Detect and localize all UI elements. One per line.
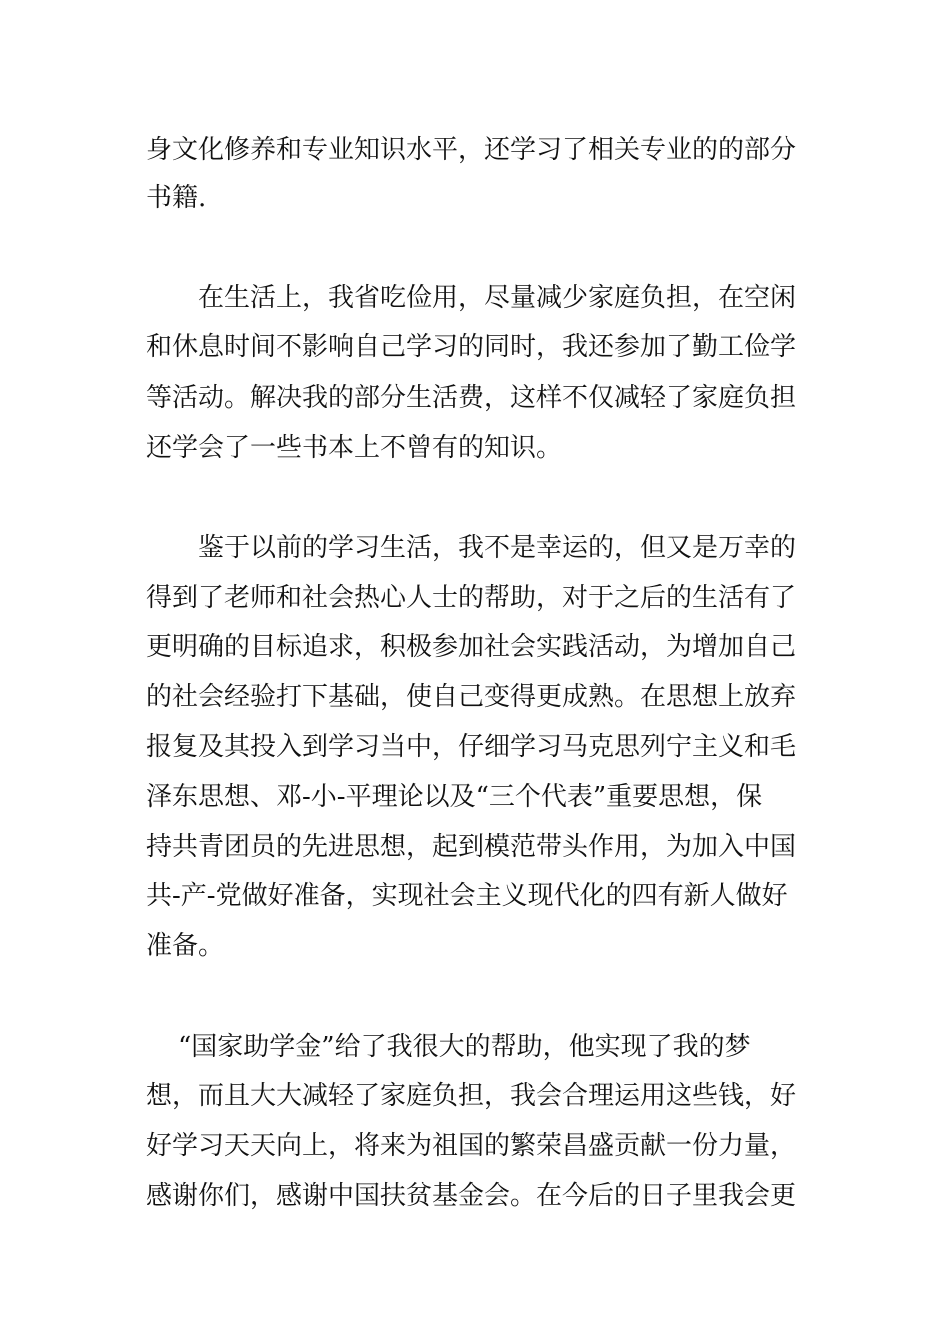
text-line: 更明确的目标追求，积极参加社会实践活动，为增加自己 bbox=[146, 632, 797, 662]
text-line: 共-产-党做好准备，实现社会主义现代化的四有新人做好 bbox=[146, 881, 788, 911]
text-line: 感谢你们，感谢中国扶贫基金会。在今后的日子里我会更 bbox=[146, 1181, 797, 1211]
text-line: 书籍. bbox=[146, 183, 207, 213]
text-line: 的社会经验打下基础，使自己变得更成熟。在思想上放弃 bbox=[146, 682, 797, 712]
text-line-indent: 在生活上，我省吃俭用，尽量减少家庭负担，在空闲 bbox=[198, 283, 797, 313]
text-line: 持共青团员的先进思想，起到模范带头作用，为加入中国 bbox=[146, 832, 797, 862]
text-line: 身文化修养和专业知识水平，还学习了相关专业的的部分 bbox=[146, 135, 797, 165]
text-line: 泽东思想、邓-小-平理论以及“三个代表”重要思想，保 bbox=[146, 782, 763, 812]
text-line: 和休息时间不影响自己学习的同时，我还参加了勤工俭学 bbox=[146, 332, 797, 362]
text-line-indent: “国家助学金”给了我很大的帮助，他实现了我的梦 bbox=[178, 1032, 751, 1062]
text-line: 想，而且大大减轻了家庭负担，我会合理运用这些钱，好 bbox=[146, 1081, 797, 1111]
text-line: 准备。 bbox=[146, 931, 225, 961]
text-line: 好学习天天向上，将来为祖国的繁荣昌盛贡献一份力量， bbox=[146, 1131, 797, 1161]
text-line: 报复及其投入到学习当中，仔细学习马克思列宁主义和毛 bbox=[146, 732, 797, 762]
text-line: 等活动。解决我的部分生活费，这样不仅减轻了家庭负担 bbox=[146, 383, 797, 413]
text-line: 还学会了一些书本上不曾有的知识。 bbox=[146, 433, 563, 463]
text-line-indent: 鉴于以前的学习生活，我不是幸运的，但又是万幸的 bbox=[198, 533, 797, 563]
text-line: 得到了老师和社会热心人士的帮助，对于之后的生活有了 bbox=[146, 583, 797, 613]
